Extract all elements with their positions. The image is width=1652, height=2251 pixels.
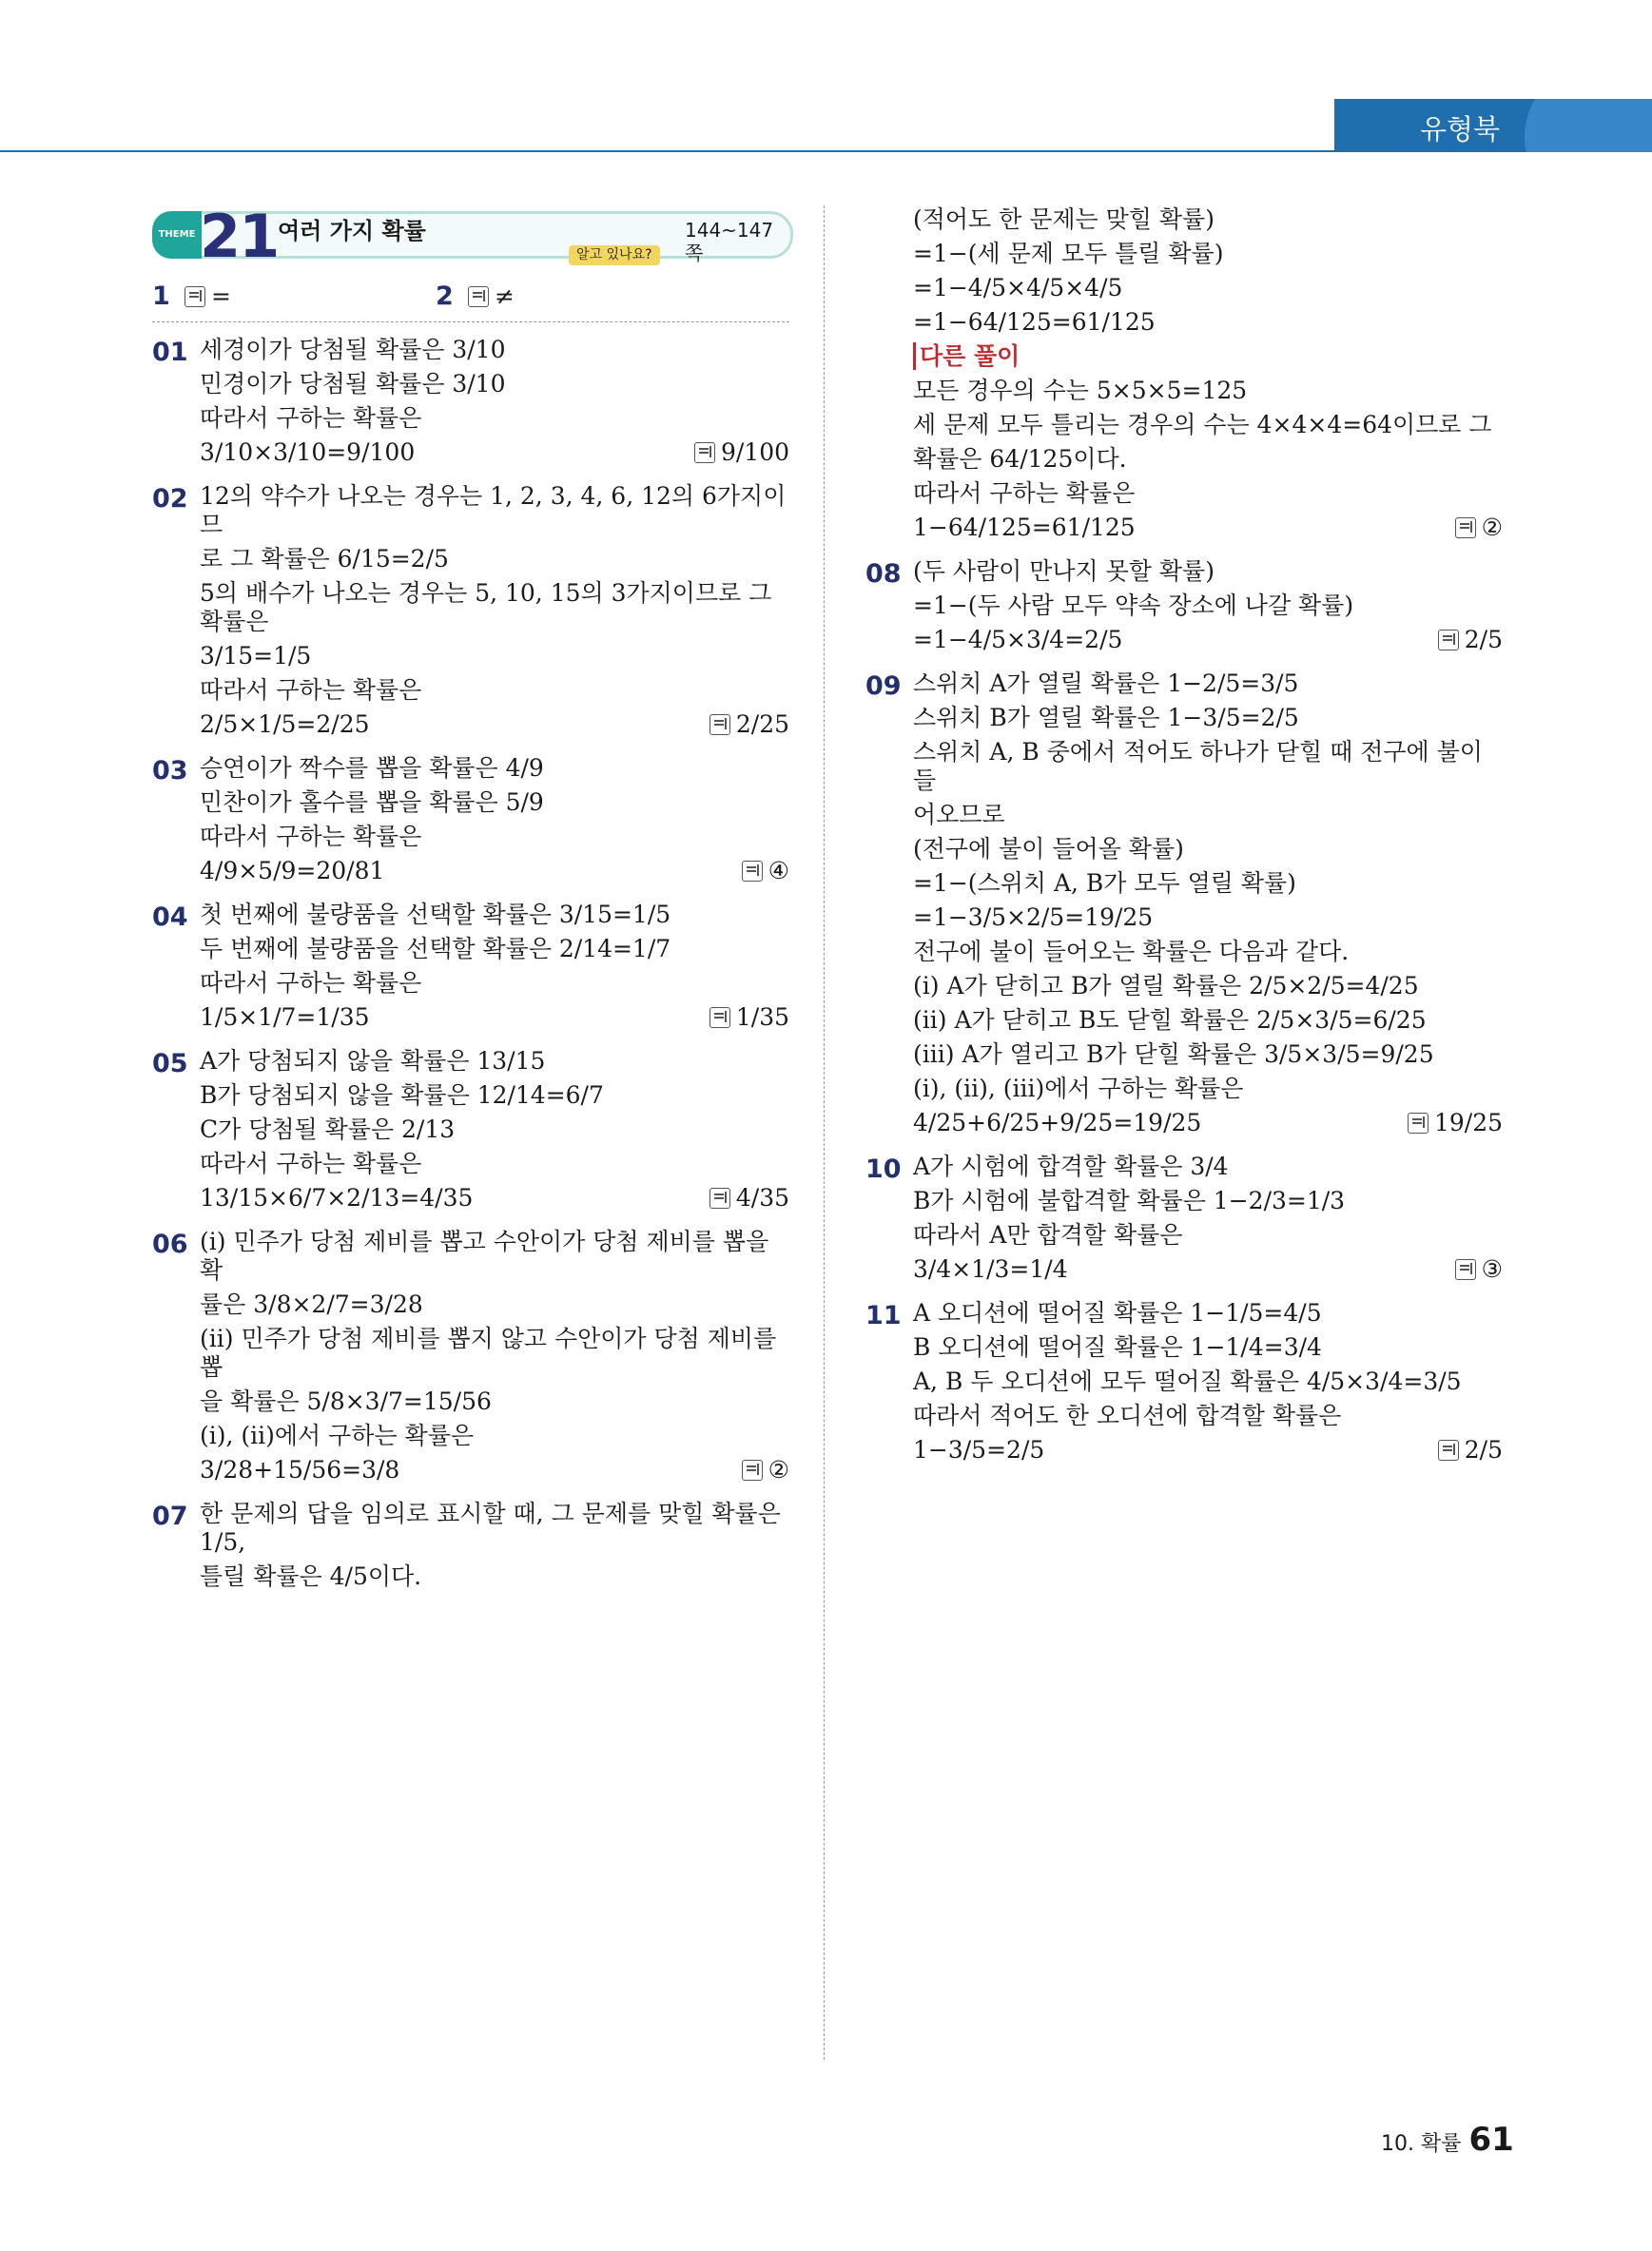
problem-block: [865, 557, 1503, 654]
solution-line: 민경이가 당첨될 확률은 3/10: [200, 370, 506, 398]
page-footer: [1381, 2121, 1514, 2159]
solution-line: 1−3/5=2/5: [913, 1436, 1045, 1464]
problem-number: 02: [152, 484, 188, 514]
answer: [1438, 626, 1503, 654]
quick-answer: =: [211, 281, 231, 310]
solution-line: 을 확률은 5/8×3/7=15/56: [200, 1387, 492, 1415]
solution-line: 따라서 구하는 확률은: [200, 969, 422, 997]
problem-block: [865, 669, 1503, 1137]
problem-block: [152, 1228, 789, 1484]
answer-icon: [1408, 1113, 1428, 1134]
solution-line: 스위치 A가 열릴 확률은 1−2/5=3/5: [913, 669, 1299, 697]
problem-number: 10: [865, 1155, 902, 1184]
solution-line: 12의 약수가 나오는 경우는 1, 2, 3, 4, 6, 12의 6가지이므: [200, 482, 787, 538]
problem-block: [152, 754, 789, 885]
theme-pages: 144~147쪽: [685, 219, 774, 264]
answer-value: 9/100: [720, 438, 789, 466]
solution-line: 3/15=1/5: [200, 642, 312, 669]
solution-line: B가 당첨되지 않을 확률은 12/14=6/7: [200, 1081, 604, 1109]
answer: [1438, 1436, 1503, 1465]
solution-line: 승연이가 짝수를 뽑을 확률은 4/9: [200, 754, 544, 782]
solution-line: =1−(두 사람 모두 약속 장소에 나갈 확률): [913, 592, 1354, 619]
solution-line: =1−3/5×2/5=19/25: [913, 903, 1154, 931]
solution-line: 3/4×1/3=1/4: [913, 1255, 1068, 1283]
solution-line: 5의 배수가 나오는 경우는 5, 10, 15의 3가지이므로 그 확률은: [200, 579, 772, 635]
answer-value: 2/5: [1464, 1436, 1503, 1464]
problem-block: [152, 901, 789, 1032]
solution-line: A가 당첨되지 않을 확률은 13/15: [200, 1047, 546, 1075]
problem-number: 04: [152, 902, 188, 932]
chapter-label: 10. 확률: [1381, 2132, 1462, 2156]
solution-line: A가 시험에 합격할 확률은 3/4: [913, 1153, 1229, 1180]
solution-line: 세경이가 당첨될 확률은 3/10: [200, 336, 506, 363]
answer: [709, 1184, 789, 1213]
solution-line: 4/9×5/9=20/81: [200, 857, 385, 884]
solution-line: (ⅰ), (ⅱ), (ⅲ)에서 구하는 확률은: [913, 1075, 1244, 1102]
solution-line: C가 당첨될 확률은 2/13: [200, 1116, 456, 1143]
answer: [742, 1456, 789, 1484]
solution-line: (ⅰ), (ⅱ)에서 구하는 확률은: [200, 1422, 474, 1449]
answer-value: 2/5: [1464, 626, 1503, 653]
solution-line: B 오디션에 떨어질 확률은 1−1/4=3/4: [913, 1333, 1322, 1361]
solution-line: 틀릴 확률은 4/5이다.: [200, 1562, 422, 1590]
solution-line: 률은 3/8×2/7=3/28: [200, 1290, 423, 1318]
answer-value: 1/35: [735, 1003, 789, 1031]
answer: [1455, 1255, 1503, 1284]
problem-number: 05: [152, 1049, 188, 1078]
problem-block: [152, 336, 789, 467]
solution-line: 한 문제의 답을 임의로 표시할 때, 그 문제를 맞힐 확률은 1/5,: [200, 1500, 781, 1556]
solution-line: 세 문제 모두 틀리는 경우의 수는 4×4×4=64이므로 그: [913, 411, 1492, 438]
answer: [709, 710, 789, 739]
solution-line: 모든 경우의 수는 5×5×5=125: [913, 377, 1248, 404]
answer-icon: [468, 286, 489, 307]
solution-line: (ⅲ) A가 열리고 B가 닫힐 확률은 3/5×3/5=9/25: [913, 1040, 1434, 1068]
solution-line: (전구에 불이 들어올 확률): [913, 835, 1184, 863]
solution-line: =1−64/125=61/125: [913, 308, 1156, 336]
problem-number: 09: [865, 671, 902, 701]
solution-line: 따라서 구하는 확률은: [200, 823, 422, 850]
solution-line: 따라서 적어도 한 오디션에 합격할 확률은: [913, 1402, 1342, 1429]
solution-line: 두 번째에 불량품을 선택할 확률은 2/14=1/7: [200, 935, 671, 962]
answer-value: ②: [1481, 514, 1503, 541]
theme-number: 21: [200, 202, 279, 271]
solution-line: 1−64/125=61/125: [913, 514, 1136, 541]
answer-icon: [694, 442, 715, 463]
problem-number: 08: [865, 559, 902, 589]
solution-line: =1−4/5×3/4=2/5: [913, 626, 1123, 653]
answer-icon: [742, 1460, 763, 1481]
answer-value: ②: [768, 1456, 789, 1484]
solution-line: 어오므로: [913, 801, 1005, 828]
solution-line: 민찬이가 홀수를 뽑을 확률은 5/9: [200, 788, 544, 816]
problem-number: 06: [152, 1230, 188, 1259]
answer-icon: [709, 714, 730, 735]
answer-value: 2/25: [735, 710, 789, 738]
answer: [694, 438, 789, 467]
answer: [1455, 514, 1503, 542]
column-divider: [824, 205, 825, 2060]
solution-line: (ⅱ) 민주가 당첨 제비를 뽑지 않고 수안이가 당첨 제비를 뽑: [200, 1325, 777, 1381]
problem-number: 03: [152, 756, 188, 786]
problem-block: [152, 482, 789, 739]
book-label: 유형북: [1420, 113, 1501, 146]
right-column: [865, 205, 1503, 1480]
solution-line: 1/5×1/7=1/35: [200, 1003, 370, 1031]
page-number: 61: [1468, 2121, 1514, 2159]
quick-num: 2: [436, 281, 454, 311]
solution-line: =1−(스위치 A, B가 모두 열릴 확률): [913, 869, 1296, 897]
solution-line: =1−4/5×4/5×4/5: [913, 274, 1123, 301]
solution-line: A 오디션에 떨어질 확률은 1−1/5=4/5: [913, 1299, 1322, 1327]
problem-number: 07: [152, 1502, 188, 1531]
quick-num: 1: [152, 281, 170, 311]
answer-value: 19/25: [1433, 1109, 1503, 1136]
solution-line: =1−(세 문제 모두 틀릴 확률): [913, 240, 1224, 267]
left-column: [152, 202, 789, 1606]
solution-line: (두 사람이 만나지 못할 확률): [913, 557, 1215, 585]
other-solution-label: 다른 풀이: [913, 342, 1020, 370]
quick-answers: [152, 280, 789, 322]
solution-line: 첫 번째에 불량품을 선택할 확률은 3/15=1/5: [200, 901, 671, 928]
header-rule: [0, 150, 1334, 152]
answer-icon: [1455, 517, 1476, 538]
solution-line: 3/28+15/56=3/8: [200, 1456, 400, 1484]
problem-block: [865, 1299, 1503, 1465]
solution-line: 따라서 구하는 확률은: [913, 479, 1136, 507]
problem-number: 11: [865, 1301, 902, 1330]
solution-line: B가 시험에 불합격할 확률은 1−2/3=1/3: [913, 1187, 1346, 1214]
answer-icon: [709, 1188, 730, 1209]
solution-line: 따라서 A만 합격할 확률은: [913, 1221, 1183, 1249]
answer-value: ④: [768, 857, 789, 884]
solution-line: (ⅰ) 민주가 당첨 제비를 뽑고 수안이가 당첨 제비를 뽑을 확: [200, 1228, 769, 1284]
answer-icon: [742, 861, 763, 882]
solution-line: (ⅰ) A가 닫히고 B가 열릴 확률은 2/5×2/5=4/25: [913, 972, 1419, 999]
answer-icon: [1438, 630, 1459, 650]
answer-icon: [709, 1007, 730, 1028]
answer-icon: [1455, 1259, 1476, 1280]
solution-line: (ⅱ) A가 닫히고 B도 닫힐 확률은 2/5×3/5=6/25: [913, 1006, 1427, 1034]
solution-line: 로 그 확률은 6/15=2/5: [200, 545, 449, 572]
answer-icon: [1438, 1440, 1459, 1461]
solution-line: 따라서 구하는 확률은: [200, 676, 422, 704]
solution-line: 전구에 불이 들어오는 확률은 다음과 같다.: [913, 938, 1350, 965]
answer-icon: [185, 286, 205, 307]
answer: [742, 857, 789, 885]
solution-line: 13/15×6/7×2/13=4/35: [200, 1184, 474, 1212]
theme-tag: THEME: [152, 211, 202, 259]
solution-line: 따라서 구하는 확률은: [200, 1150, 422, 1177]
solution-line: A, B 두 오디션에 모두 떨어질 확률은 4/5×3/4=3/5: [913, 1368, 1462, 1395]
answer: [709, 1003, 789, 1032]
problem-block: [152, 1047, 789, 1213]
problem-block: [865, 205, 1503, 542]
problem-number: 01: [152, 338, 188, 367]
quick-answer: ≠: [495, 281, 515, 310]
answer: [1408, 1109, 1503, 1137]
solution-line: 확률은 64/125이다.: [913, 445, 1127, 473]
solution-line: 4/25+6/25+9/25=19/25: [913, 1109, 1202, 1136]
problem-block: [152, 1500, 789, 1591]
solution-line: 스위치 B가 열릴 확률은 1−3/5=2/5: [913, 704, 1299, 731]
answer-value: 4/35: [735, 1184, 789, 1212]
book-badge: [1334, 99, 1652, 152]
theme-header: [152, 202, 789, 271]
solution-line: 3/10×3/10=9/100: [200, 438, 416, 466]
solution-line: 스위치 A, B 중에서 적어도 하나가 닫힐 때 전구에 불이 들: [913, 738, 1483, 794]
know-badge: 알고 있나요?: [569, 245, 660, 265]
theme-title: 여러 가지 확률: [278, 218, 426, 244]
solution-line: (적어도 한 문제는 맞힐 확률): [913, 205, 1215, 233]
problem-block: [865, 1153, 1503, 1284]
solution-line: 따라서 구하는 확률은: [200, 404, 422, 432]
solution-line: 2/5×1/5=2/25: [200, 710, 370, 738]
answer-value: ③: [1481, 1255, 1503, 1283]
